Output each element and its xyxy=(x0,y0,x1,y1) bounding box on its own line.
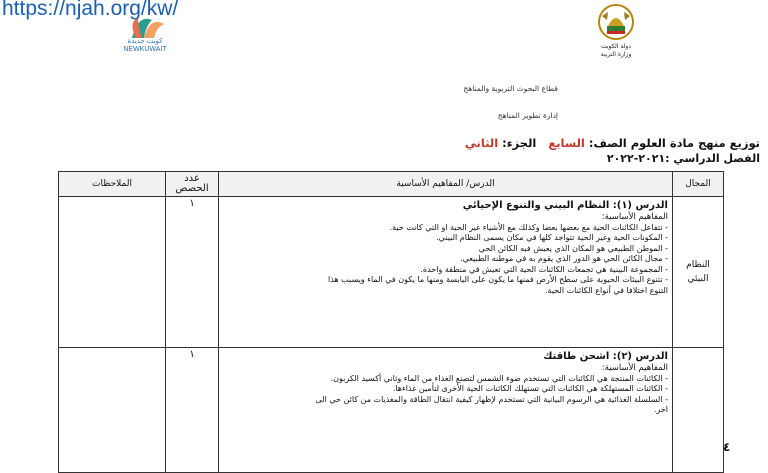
title-prefix: توزيع منهج مادة العلوم الصف: xyxy=(588,136,760,150)
notes-cell xyxy=(59,348,166,473)
emblem-line1: دولة الكويت xyxy=(601,43,631,50)
concept-line: - تتنوع البيئات الحيوية على سطح الأرض فمنها ما يكون على اليابسة ومنها ما يكون في الماء ويسبب هذا xyxy=(327,275,668,284)
table-row xyxy=(59,348,724,473)
domain-cell: النظام البيئي xyxy=(673,197,724,348)
concept-line: - الموطن الطبيعي هو المكان الذي يعيش فيه الكائن الحي xyxy=(478,243,668,253)
newkuwait-caption xyxy=(108,38,182,54)
title-grade: السابع xyxy=(548,136,585,150)
source-url[interactable]: https://njah.org/kw/ xyxy=(2,0,179,20)
concepts-label: المفاهيم الأساسية: xyxy=(601,212,668,222)
concept-line: - مجال الكائن الحي هو الدور الذي يقوم به في موطنه الطبيعي. xyxy=(460,254,668,263)
newkuwait-ar: كويت جديدة xyxy=(127,38,163,45)
emblem-caption xyxy=(588,43,644,59)
curriculum-table xyxy=(58,171,724,473)
kuwait-emblem-icon xyxy=(594,2,638,42)
table-header-row xyxy=(59,172,724,197)
concepts-label: المفاهيم الأساسية: xyxy=(601,363,668,373)
department-line: إدارة تطوير المناهج xyxy=(497,111,558,120)
semester-line: الفصل الدراسي :٢٠٢١-٢٠٢٢ xyxy=(606,152,760,165)
lesson-title: الدرس (٢): اشحن طاقتك xyxy=(543,351,668,362)
concept-line: - الكائنات المستهلكة هي الكائنات التي تستهلك الكائنات الحية الأخرى لتأمين غذاءها. xyxy=(392,384,668,393)
count-cell: ١ xyxy=(166,348,219,473)
domain-cell-empty xyxy=(673,348,724,473)
emblem-line2: وزارة التربية xyxy=(600,51,632,58)
lesson-cell xyxy=(219,197,673,348)
concept-line: التنوع اختلافا في أنواع الكائنات الحية. xyxy=(545,285,668,295)
count-cell: ١ xyxy=(166,197,219,348)
header-count: عدد الحصص xyxy=(166,172,219,197)
header-lesson: الدرس/ المفاهيم الأساسية xyxy=(219,172,673,197)
concept-line: - السلسلة الغذائية هي الرسوم البيانية التي تستخدم لإظهار كيفية انتقال الطاقة والمغذيات من كائن حي الى xyxy=(315,394,668,404)
concept-line: - المجموعة البينية هي تجمعات الكائنات الحية التي تعيش في منطقة واحدة. xyxy=(420,264,668,274)
page-title xyxy=(465,136,760,150)
lesson-cell xyxy=(219,348,673,473)
notes-cell xyxy=(59,197,166,348)
title-part-label: الجزء: xyxy=(502,136,537,150)
title-part: الثاني xyxy=(464,136,499,150)
concept-line: اخر. xyxy=(653,405,668,414)
newkuwait-en: NEWKUWAIT xyxy=(123,46,167,53)
header-notes: الملاحظات xyxy=(59,172,166,197)
concept-line: - تتفاعل الكائنات الحية مع بعضها بعضا وكذلك مع الأشياء غير الحية او التي كانت حية. xyxy=(389,222,668,232)
lesson-title: الدرس (١): النظام البيني والتنوع الإحيائي xyxy=(462,200,668,211)
sector-line: قطاع البحوث التربوية والمناهج xyxy=(463,84,558,93)
header-domain: المجال xyxy=(673,172,724,197)
concept-line: - الكائنات المنتجة هي الكائنات التي تستخدم ضوء الشمس لتصنع الغذاء من الماء وثاني أكسيد الكربون. xyxy=(330,373,668,383)
side-number: ٤ xyxy=(723,440,731,454)
table-row xyxy=(59,197,724,348)
concept-line: - المكونات الحية وغير الحية تتواجد كلها في مكان يسمى النظام البيني. xyxy=(436,233,668,242)
